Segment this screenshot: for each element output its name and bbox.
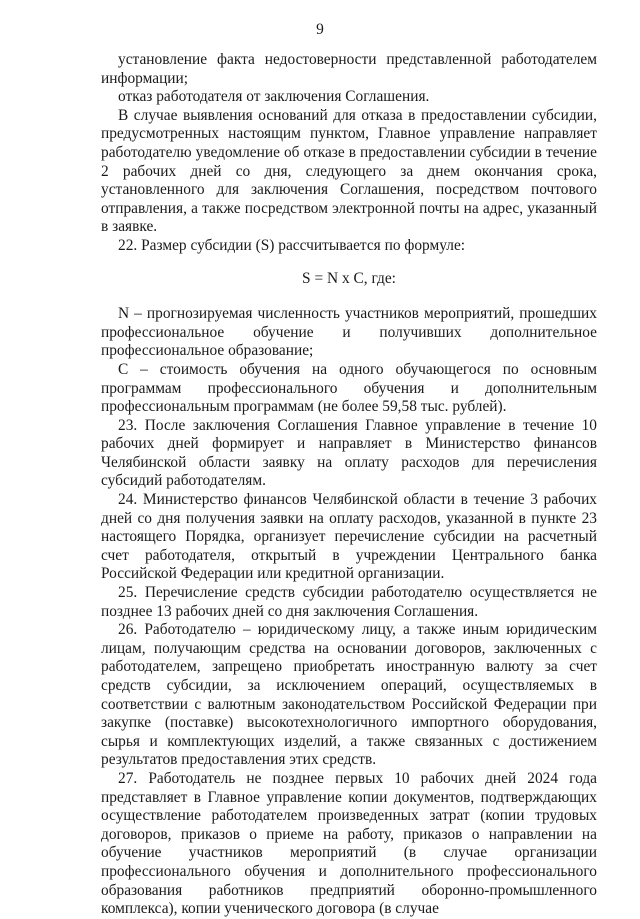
page-number: 9 — [316, 21, 324, 38]
paragraph: 26. Работодателю – юридическому лицу, а также иным юридическим лицам, получающим средства на основании договоров, заключенных с работодателем, запрещено приобретать иностранную валюту за счет средств субсидии, за исключением операций, осуществляемых в соответствии с валютным законодательством Российской Федерации при закупке (поставке) высокотехнологичного импортного оборудования, сырья и комплектующих изделий, а также связанных с достижением результатов предоставления этих средств. — [101, 621, 597, 769]
paragraph: 22. Размер субсидии (S) рассчитывается по формуле: — [118, 236, 466, 254]
paragraph: 27. Работодатель не позднее первых 10 рабочих дней 2024 года представляет в Главное управление копии документов, подтверждающих осуществление работодателем произведенных затрат (копии трудовых договоров, приказов о приеме на работу, приказов о направлении на обучение участников мероприятий (в случае организации профессионального обучения и дополнительного профессионального образования работников предприятий оборонно-промышленного комплекса), копии ученического договора (в случае — [101, 769, 597, 918]
paragraph: 23. После заключения Соглашения Главное управление в течение 10 рабочих дней формирует и направляет в Министерство финансов Челябинской области заявку на оплату расходов для перечисления субсидий работодателям. — [101, 416, 597, 490]
formula: S = N x C, где: — [302, 269, 396, 287]
document-body — [101, 51, 597, 919]
paragraph: отказ работодателя от заключения Соглашения. — [118, 88, 430, 106]
paragraph: C – стоимость обучения на одного обучающегося по основным программам профессионального обучения и дополнительным профессиональным программам (не более 59,58 тыс. рублей). — [101, 360, 597, 416]
paragraph: 24. Министерство финансов Челябинской области в течение 3 рабочих дней со дня получения заявки на оплату расходов, указанной в пункте 23 настоящего Порядка, организует перечисление субсидии на расчетный счет работодателя, открытый в учреждении Центрального банка Российской Федерации или кредитной организации. — [101, 491, 597, 583]
paragraph: установление факта недостоверности представленной работодателем информации; — [101, 51, 597, 87]
paragraph: 25. Перечисление средств субсидии работодателю осуществляется не позднее 13 рабочих дней со дня заключения Соглашения. — [101, 584, 597, 620]
paragraph: N – прогнозируемая численность участников мероприятий, прошедших профессиональное обучение и получивших дополнительное профессиональное образование; — [101, 305, 597, 360]
paragraph: В случае выявления оснований для отказа в предоставлении субсидии, предусмотренных настоящим пунктом, Главное управление направляет работодателю уведомление об отказе в предоставлении субсидии в течение 2 рабочих дней со дня, следующего за днем окончания срока, установленного для заключения Соглашения, посредством почтового отправления, а также посредством электронной почты на адрес, указанный в заявке. — [101, 106, 597, 236]
